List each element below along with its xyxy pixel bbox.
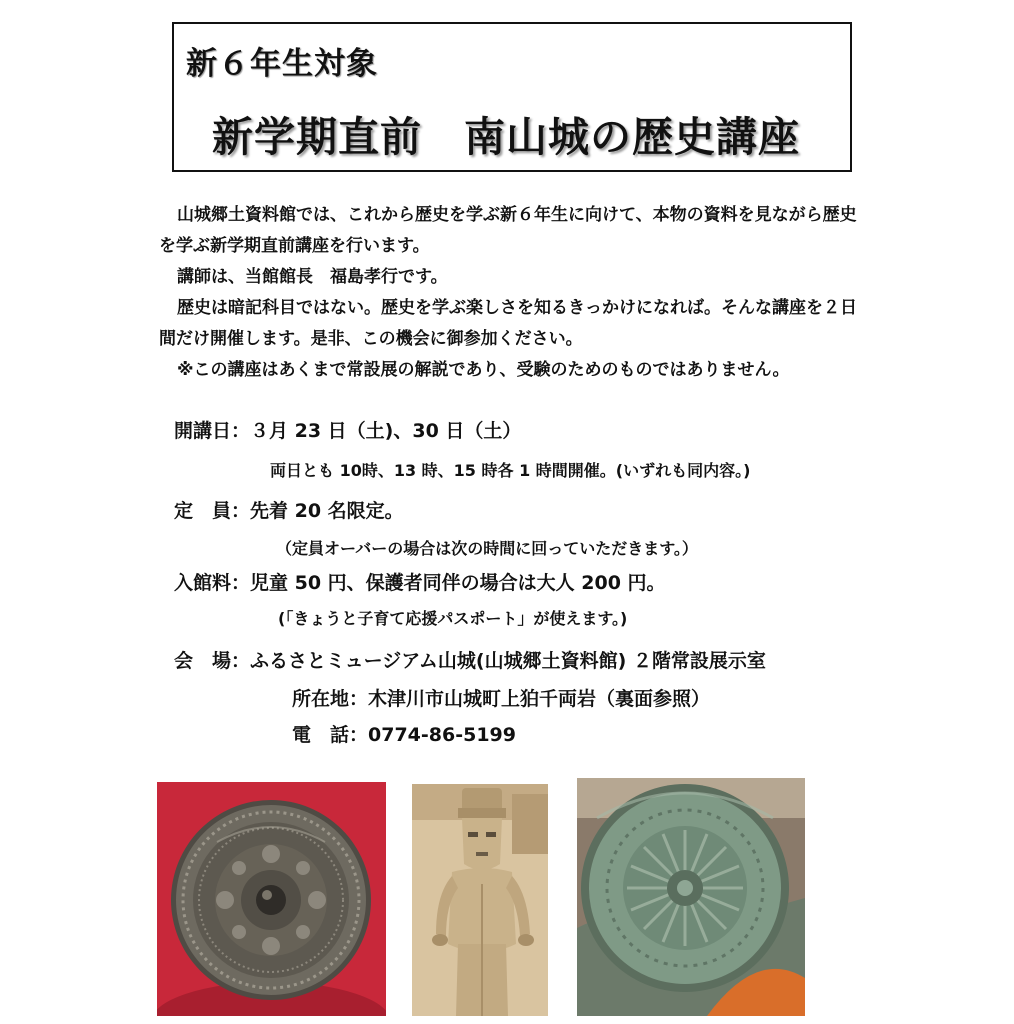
intro-paragraph-4: ※この講座はあくまで常設展の解説であり、受験のためのものではありません。 xyxy=(177,360,790,380)
title-box xyxy=(172,22,852,172)
event-time-note: 両日とも 10時、13 時、15 時各 1 時間開催。(いずれも同内容。) xyxy=(270,461,751,480)
haniwa-figure-photo xyxy=(412,784,548,1016)
event-fee-note: (「きょうと子育て応援パスポート」が使えます。) xyxy=(278,609,628,628)
event-capacity: 定 員：先着 20 名限定。 xyxy=(174,500,404,522)
page-title: 新学期直前 南山城の歴史講座 xyxy=(212,113,800,161)
intro-paragraph-3: 歴史は暗記科目ではない。歴史を学ぶ楽しさを知るきっかけになれば。そんな講座を２日間だけ開催します。是非、この機会に御参加ください。 xyxy=(159,298,857,349)
event-phone: 電 話：0774-86-5199 xyxy=(292,724,516,746)
title-subtitle: 新６年生対象 xyxy=(186,46,378,82)
bronze-mirror-photo xyxy=(157,782,386,1016)
event-address: 所在地：木津川市山城町上狛千両岩（裏面参照） xyxy=(292,688,711,710)
intro-paragraph-1: 山城郷土資料館では、これから歴史を学ぶ新６年生に向けて、本物の資料を見ながら歴史を学ぶ新学期直前講座を行います。 xyxy=(159,205,857,256)
intro-text xyxy=(159,200,871,386)
event-fee: 入館料：児童 50 円、保護者同伴の場合は大人 200 円。 xyxy=(174,572,666,594)
intro-paragraph-2: 講師は、当館館長 福島孝行です。 xyxy=(177,267,448,287)
event-date: 開講日：３月 23 日（土)、30 日（土） xyxy=(174,420,522,442)
roof-tile-photo xyxy=(577,778,805,1016)
event-venue: 会 場：ふるさとミュージアム山城(山城郷土資料館) ２階常設展示室 xyxy=(174,650,766,672)
event-capacity-note: （定員オーバーの場合は次の時間に回っていただきます。） xyxy=(276,539,698,558)
